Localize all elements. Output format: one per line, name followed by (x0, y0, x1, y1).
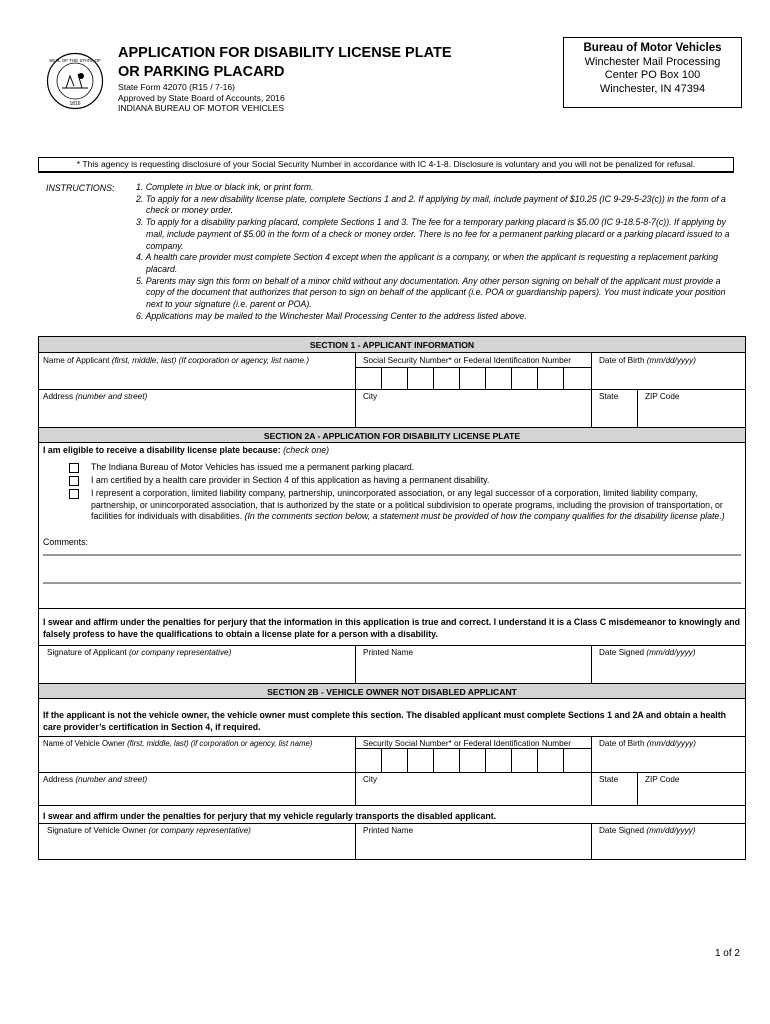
instruction-item: 1. Complete in blue or black ink, or print form. (136, 182, 314, 192)
owner-date-signed-label: Date Signed (mm/dd/yyyy) (599, 826, 696, 835)
owner-address-label: Address (number and street) (43, 775, 148, 784)
owner-city-label: City (363, 775, 378, 784)
form-title (118, 44, 452, 82)
instruction-item: 2. To apply for a new disability license plate, complete Sections 1 and 2. If applying by mail, include payment of $10.25 (IC 9-29-5-23(c)) in the form of a check or money order. (136, 193, 726, 216)
applicant-dob-field[interactable] (593, 367, 743, 388)
applicant-signature-label: Signature of Applicant (or company representative) (47, 648, 232, 657)
owner-signature-field[interactable] (41, 837, 353, 857)
owner-dob-label: Date of Birth (mm/dd/yyyy) (599, 739, 696, 748)
instruction-item: 4. A health care provider must complete Section 4 except when the applicant is a company, or when the applicant is requesting a replacement parking placard. (136, 252, 719, 274)
title-line-2: OR PARKING PLACARD (118, 64, 285, 80)
instructions-list (136, 182, 740, 322)
section-2b-instruction: If the applicant is not the vehicle owner, the vehicle owner must complete this section. The disabled applicant must complete Sections 1 and 2A and obtain a health care provider’s certification in Section 4, if required. (43, 710, 727, 732)
applicant-city-field[interactable] (357, 403, 589, 427)
option-corporation-text: I represent a corporation, limited liability company, partnership, unincorporated association, or any legal successor of a corporation, limited liability company, partnership, or unincorporated association, that is authorized by the state or a political subdivision to operate programs, including the provision of transportation, or facilities for individuals with disabilities. (In the comments section below, a statement must be provided of how the company qualifies for the disability license plate.) (91, 488, 725, 521)
owner-name-label: Name of Vehicle Owner (first, middle, last) (if corporation or agency, list name) (43, 739, 313, 748)
comments-line[interactable] (43, 554, 741, 556)
mailing-address-box (563, 37, 742, 108)
section-2b-affirmation: I swear and affirm under the penalties for perjury that my vehicle regularly transports the disabled applicant. (43, 811, 497, 821)
instruction-item: 3. To apply for a disability parking placard, complete Sections 1 and 3. The fee for a temporary parking placard is $5.00 (IC 9-18.5-8-7(c)). If applying by mail, include payment of $5.00 in the form of a check or money order. There is no fee for a permanent parking placard or a parking placard issued to a company. (136, 217, 730, 251)
applicant-address-label: Address (number and street) (43, 392, 148, 401)
bmv-name: Bureau of Motor Vehicles (583, 42, 722, 54)
bmv-line-1: Winchester Mail Processing (584, 55, 721, 68)
agency-name: INDIANA BUREAU OF MOTOR VEHICLES (118, 103, 285, 113)
seal-year: 1816 (69, 101, 81, 107)
owner-zip-label: ZIP Code (645, 775, 680, 784)
option-placard-checkbox[interactable] (69, 463, 79, 473)
bmv-line-3: Winchester, IN 47394 (599, 82, 706, 95)
seal-text: SEAL OF THE STATE OF (49, 58, 101, 63)
application-form (38, 336, 746, 860)
comments-label: Comments: (43, 537, 88, 547)
section-2b-header: SECTION 2B - VEHICLE OWNER NOT DISABLED APPLICANT (39, 683, 745, 699)
title-line-1: APPLICATION FOR DISABILITY LICENSE PLATE (118, 45, 452, 61)
applicant-printed-name-label: Printed Name (363, 648, 414, 657)
applicant-address-field[interactable] (41, 403, 353, 427)
eligibility-prompt: I am eligible to receive a disability license plate because: (check one) (43, 445, 330, 455)
option-placard-text: The Indiana Bureau of Motor Vehicles has issued me a permanent parking placard. (91, 462, 415, 472)
applicant-name-field[interactable] (41, 367, 353, 388)
form-meta (118, 82, 285, 114)
instruction-item: 6. Applications may be mailed to the Winchester Mail Processing Center to the address listed above. (136, 310, 527, 321)
approval-note: Approved by State Board of Accounts, 2016 (118, 92, 285, 103)
applicant-state-label: State (599, 392, 619, 401)
owner-ssn-label: Security Social Number* or Federal Identification Number (363, 739, 571, 748)
option-certified-text: I am certified by a health care provider in Section 4 of this application as having a permanent disability. (91, 475, 490, 485)
state-seal (46, 52, 104, 110)
applicant-zip-label: ZIP Code (645, 392, 680, 401)
form-number: State Form 42070 (R15 / 7-16) (118, 82, 236, 92)
owner-signature-label: Signature of Vehicle Owner (or company representative) (47, 826, 251, 835)
applicant-ssn-label: Social Security Number* or Federal Identification Number (363, 356, 571, 365)
instruction-item: 5. Parents may sign this form on behalf of a minor child without any documentation. Any other person signing on behalf of the applicant must provide a copy of the document that authorizes that person to sign on behalf of the applicant (i.e. POA or guardianship papers). You must indicate your position next to your signature (i.e. parent or POA). (136, 275, 726, 310)
applicant-date-signed-label: Date Signed (mm/dd/yyyy) (599, 648, 696, 657)
bmv-line-2: Center PO Box 100 (604, 69, 701, 81)
ssn-disclosure-notice: * This agency is requesting disclosure of your Social Security Number in accordance with IC 4-1-8. Disclosure is voluntary and you will not be penalized for refusal. (38, 157, 734, 173)
section-1-header: SECTION 1 - APPLICANT INFORMATION (39, 337, 745, 353)
applicant-city-label: City (363, 392, 378, 401)
applicant-signature-field[interactable] (41, 659, 353, 681)
section-2a-affirmation: I swear and affirm under the penalties for perjury that the information in this application is true and correct. I understand it is a Class C misdemeanor to knowingly and falsely profess to have the qualifications to obtain a license plate for a person with a disability. (43, 617, 741, 639)
instructions-label: INSTRUCTIONS: (46, 183, 115, 193)
owner-state-label: State (599, 775, 619, 784)
section-2a-header: SECTION 2A - APPLICATION FOR DISABILITY LICENSE PLATE (39, 427, 745, 443)
page-number: 1 of 2 (714, 948, 740, 959)
option-corporation-checkbox[interactable] (69, 489, 79, 499)
applicant-dob-label: Date of Birth (mm/dd/yyyy) (599, 356, 696, 365)
owner-printed-name-label: Printed Name (363, 826, 414, 835)
option-certified-checkbox[interactable] (69, 476, 79, 486)
comments-line[interactable] (43, 582, 741, 584)
applicant-name-label: Name of Applicant (first, middle, last) (If corporation or agency, list name.) (43, 356, 310, 365)
